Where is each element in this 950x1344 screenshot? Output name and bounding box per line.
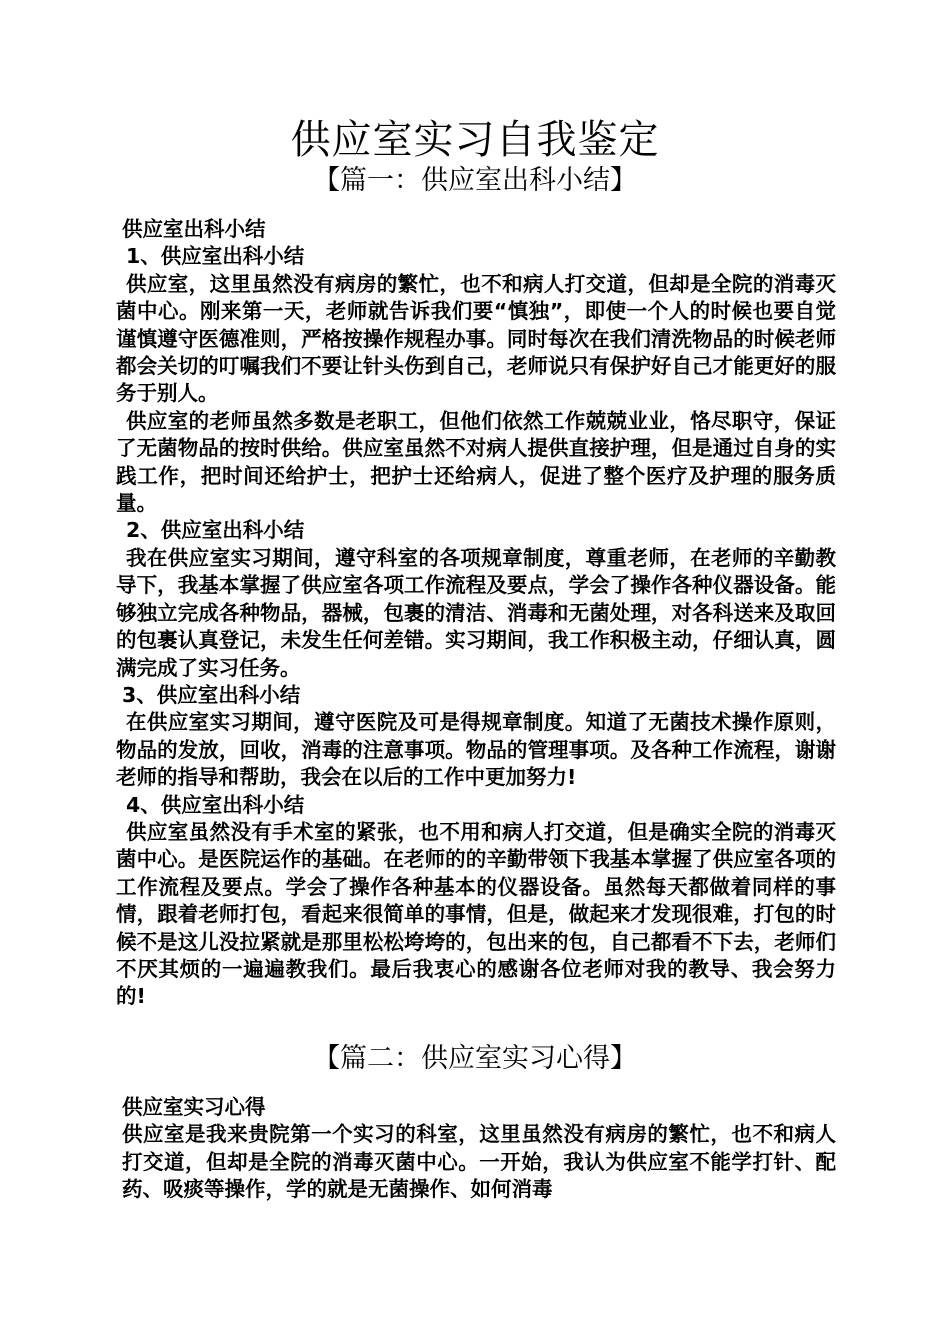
part2-paragraph: 供应室是我来贵院第一个实习的科室，这里虽然没有病房的繁忙，也不和病人打交道，但却是全院的消毒灭菌中心。一开始，我认为供应室不能学打针、配药、吸痰等操作，学的就是无菌操作、如何消毒 — [122, 1122, 836, 1202]
item1-paragraph-2: 供应室的老师虽然多数是老职工，但他们依然工作兢兢业业，恪尽职守，保证了无菌物品的按时供给。供应室虽然不对病人提供直接护理，但是通过自身的实践工作，把时间还给护士，把护士还给病人，促进了整个医疗及护理的服务质量。 — [116, 408, 836, 516]
item1-paragraph-1: 供应室，这里虽然没有病房的繁忙，也不和病人打交道，但却是全院的消毒灭菌中心。刚来第一天，老师就告诉我们要“慎独”，即使一个人的时候也要自觉谨慎遵守医德准则，严格按操作规程办事。同时每次在我们清洗物品的时候老师都会关切的叮嘱我们不要让针头伤到自己，老师说只有保护好自己才能更好的服务于别人。 — [116, 271, 836, 406]
part1-subtitle: 供应室出科小结 — [122, 217, 266, 241]
part1-heading: 【篇一：供应室出科小结】 — [313, 165, 637, 196]
part2-body — [116, 1094, 836, 1204]
item3-paragraph-1: 在供应室实习期间，遵守医院及可是得规章制度。知道了无菌技术操作原则，物品的发放，回收，消毒的注意事项。物品的管理事项。及各种工作流程，谢谢老师的指导和帮助，我会在以后的工作中更加努力! — [116, 710, 836, 790]
item1-heading: 1、供应室出科小结 — [126, 244, 305, 269]
item4-paragraph-1: 供应室虽然没有手术室的紧张，也不用和病人打交道，但是确实全院的消毒灭菌中心。是医院运作的基础。在老师的的辛勤带领下我基本掌握了供应室各项的工作流程及要点。学会了操作各种基本的仪器设备。虽然每天都做着同样的事情，跟着老师打包，看起来很简单的事情，但是，做起来才发现很难，打包的时候不是这儿没拉紧就是那里松松垮垮的，包出来的包，自己都看不下去，老师们不厌其烦的一遍遍教我们。最后我衷心的感谢各位老师对我的教导、我会努力的! — [116, 819, 836, 1009]
part1-body — [116, 216, 836, 1011]
part2-heading: 【篇二：供应室实习心得】 — [313, 1043, 637, 1074]
item4-heading: 4、供应室出科小结 — [126, 792, 305, 817]
document-title: 供应室实习自我鉴定 — [290, 117, 660, 163]
part2-subtitle: 供应室实习心得 — [122, 1095, 266, 1119]
item3-heading: 3、供应室出科小结 — [122, 682, 301, 707]
item2-paragraph-1: 我在供应室实习期间，遵守科室的各项规章制度，尊重老师，在老师的辛勤教导下，我基本掌握了供应室各项工作流程及要点，学会了操作各种仪器设备。能够独立完成各种物品，器械，包裹的清洁、消毒和无菌处理，对各科送来及取回的包裹认真登记，未发生任何差错。实习期间，我工作积极主动，仔细认真，圆满完成了实习任务。 — [116, 545, 836, 680]
item2-heading: 2、供应室出科小结 — [126, 518, 305, 543]
